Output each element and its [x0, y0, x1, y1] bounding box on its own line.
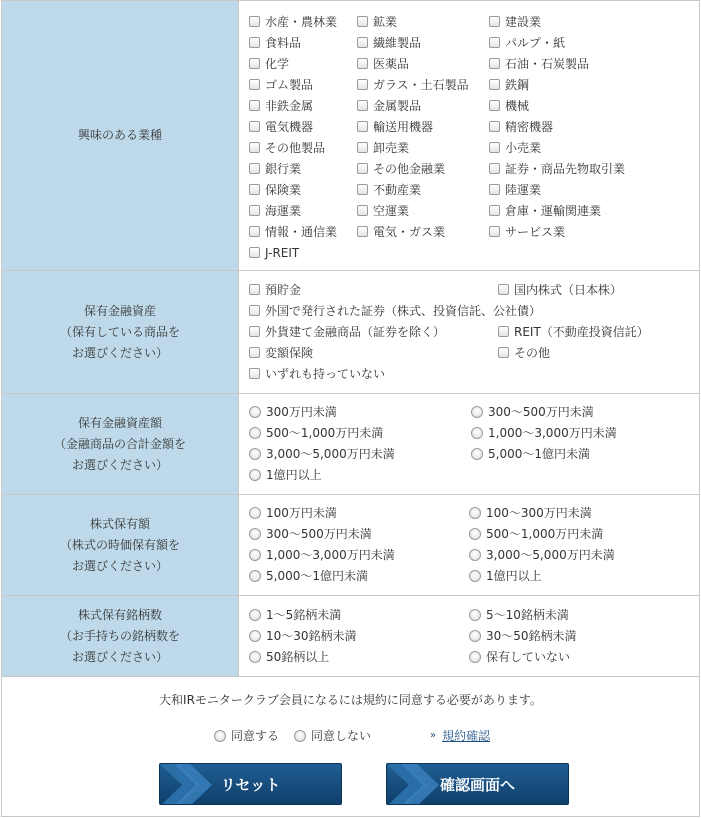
- checkbox-icon: [249, 347, 260, 358]
- industry-option[interactable]: 小売業: [489, 137, 541, 158]
- industry-option[interactable]: 電気機器: [249, 116, 313, 137]
- radio-icon: [249, 507, 261, 519]
- asset-amount-option[interactable]: 5,000～1億円未満: [471, 443, 590, 464]
- checkbox-icon: [249, 163, 260, 174]
- checkbox-icon: [249, 58, 260, 69]
- registration-form: [1, 0, 700, 817]
- radio-icon: [471, 427, 483, 439]
- checkbox-icon: [249, 305, 260, 316]
- stock-amount-options: [240, 495, 699, 595]
- industry-option[interactable]: 水産・農林業: [249, 11, 337, 32]
- industry-option[interactable]: 海運業: [249, 200, 301, 221]
- checkbox-icon: [357, 58, 368, 69]
- asset-amount-option[interactable]: 1,000～3,000万円未満: [471, 422, 617, 443]
- checkbox-icon: [357, 16, 368, 27]
- stock-amount-row: [2, 495, 699, 596]
- checkbox-icon: [249, 205, 260, 216]
- radio-icon: [214, 730, 226, 742]
- checkbox-icon: [249, 100, 260, 111]
- radio-icon: [469, 528, 481, 540]
- checkbox-icon: [249, 326, 260, 337]
- checkbox-icon: [357, 79, 368, 90]
- checkbox-icon: [249, 79, 260, 90]
- checkbox-icon: [249, 142, 260, 153]
- checkbox-icon: [357, 184, 368, 195]
- industry-option[interactable]: 保険業: [249, 179, 301, 200]
- stock-count-option[interactable]: 5～10銘柄未満: [469, 604, 569, 625]
- checkbox-icon: [357, 205, 368, 216]
- assets-option[interactable]: いずれも持っていない: [249, 363, 385, 384]
- radio-icon: [469, 570, 481, 582]
- industry-option[interactable]: 証券・商品先物取引業: [489, 158, 625, 179]
- asset-amount-option[interactable]: 300～500万円未満: [471, 401, 594, 422]
- stock-amount-option[interactable]: 300～500万円未満: [249, 523, 372, 544]
- stock-amount-option[interactable]: 100万円未満: [249, 502, 337, 523]
- checkbox-icon: [489, 100, 500, 111]
- checkbox-icon: [249, 368, 260, 379]
- assets-option[interactable]: 預貯金: [249, 279, 301, 300]
- double-arrow-icon: [387, 764, 447, 805]
- checkbox-icon: [249, 284, 260, 295]
- stock-count-options: [240, 596, 699, 676]
- industry-option[interactable]: ガラス・土石製品: [357, 74, 469, 95]
- checkbox-icon: [357, 142, 368, 153]
- terms-link[interactable]: » 規約確認: [430, 728, 491, 743]
- radio-icon: [249, 570, 261, 582]
- industry-option[interactable]: 鉱業: [357, 11, 397, 32]
- asset-amount-options: [240, 394, 699, 494]
- checkbox-icon: [489, 205, 500, 216]
- industry-option[interactable]: パルプ・紙: [489, 32, 565, 53]
- checkbox-icon: [498, 347, 509, 358]
- industry-options: [240, 1, 699, 270]
- radio-icon: [294, 730, 306, 742]
- double-chevron-icon: »: [430, 729, 437, 741]
- disagree-radio[interactable]: 同意しない: [294, 725, 371, 746]
- assets-row: [2, 271, 699, 394]
- stock-count-option[interactable]: 保有していない: [469, 646, 570, 667]
- checkbox-icon: [249, 226, 260, 237]
- stock-amount-option[interactable]: 1,000～3,000万円未満: [249, 544, 395, 565]
- checkbox-icon: [357, 226, 368, 237]
- assets-options: [240, 271, 699, 393]
- stock-amount-label: 株式保有額 （株式の時価保有額を お選びください）: [2, 495, 239, 595]
- stock-amount-option[interactable]: 5,000～1億円未満: [249, 565, 368, 586]
- checkbox-icon: [489, 184, 500, 195]
- double-arrow-icon: [160, 764, 220, 805]
- industry-option[interactable]: 不動産業: [357, 179, 421, 200]
- asset-amount-option[interactable]: 500～1,000万円未満: [249, 422, 383, 443]
- industry-option[interactable]: 食料品: [249, 32, 301, 53]
- stock-count-option[interactable]: 1～5銘柄未満: [249, 604, 341, 625]
- checkbox-icon: [489, 226, 500, 237]
- asset-amount-label: 保有金融資産額 （金融商品の合計金額を お選びください）: [2, 394, 239, 494]
- radio-icon: [469, 609, 481, 621]
- industry-option[interactable]: 石油・石炭製品: [489, 53, 589, 74]
- stock-amount-option[interactable]: 3,000～5,000万円未満: [469, 544, 615, 565]
- industry-option[interactable]: 建設業: [489, 11, 541, 32]
- checkbox-icon: [249, 184, 260, 195]
- checkbox-icon: [489, 79, 500, 90]
- radio-icon: [471, 406, 483, 418]
- radio-icon: [249, 651, 261, 663]
- radio-icon: [249, 427, 261, 439]
- confirm-button[interactable]: 確認画面へ: [386, 763, 569, 805]
- industry-option[interactable]: 鉄鋼: [489, 74, 529, 95]
- industry-option[interactable]: 卸売業: [357, 137, 409, 158]
- industry-option[interactable]: 電気・ガス業: [357, 221, 445, 242]
- agree-radio[interactable]: 同意する: [214, 725, 279, 746]
- checkbox-icon: [249, 247, 260, 258]
- assets-option[interactable]: REIT（不動産投資信託）: [498, 321, 649, 342]
- stock-count-option[interactable]: 30～50銘柄未満: [469, 625, 577, 646]
- checkbox-icon: [489, 163, 500, 174]
- radio-icon: [469, 630, 481, 642]
- industry-option[interactable]: 医薬品: [357, 53, 409, 74]
- asset-amount-row: [2, 394, 699, 495]
- asset-amount-option[interactable]: 300万円未満: [249, 401, 337, 422]
- radio-icon: [469, 549, 481, 561]
- checkbox-icon: [357, 100, 368, 111]
- assets-option[interactable]: 外国で発行された証券（株式、投資信託、公社債）: [249, 300, 541, 321]
- industry-option[interactable]: 情報・通信業: [249, 221, 337, 242]
- checkbox-icon: [489, 142, 500, 153]
- checkbox-icon: [489, 16, 500, 27]
- radio-icon: [249, 469, 261, 481]
- radio-icon: [469, 651, 481, 663]
- checkbox-icon: [489, 58, 500, 69]
- radio-icon: [249, 609, 261, 621]
- checkbox-icon: [357, 121, 368, 132]
- checkbox-icon: [249, 16, 260, 27]
- industry-option[interactable]: その他金融業: [357, 158, 445, 179]
- stock-amount-option[interactable]: 500～1,000万円未満: [469, 523, 603, 544]
- assets-option[interactable]: 国内株式（日本株）: [498, 279, 622, 300]
- industry-option[interactable]: 空運業: [357, 200, 409, 221]
- stock-amount-option[interactable]: 1億円以上: [469, 565, 542, 586]
- industry-option[interactable]: J-REIT: [249, 242, 299, 263]
- industry-row: [2, 1, 699, 271]
- assets-option[interactable]: 変額保険: [249, 342, 313, 363]
- industry-option[interactable]: 機械: [489, 95, 529, 116]
- industry-option[interactable]: 繊維製品: [357, 32, 421, 53]
- industry-option[interactable]: 非鉄金属: [249, 95, 313, 116]
- checkbox-icon: [498, 284, 509, 295]
- industry-option[interactable]: ゴム製品: [249, 74, 313, 95]
- checkbox-icon: [489, 121, 500, 132]
- industry-option[interactable]: 銀行業: [249, 158, 301, 179]
- checkbox-icon: [489, 37, 500, 48]
- reset-button[interactable]: リセット: [159, 763, 342, 805]
- industry-label: 興味のある業種: [2, 1, 239, 270]
- radio-icon: [249, 406, 261, 418]
- stock-count-option[interactable]: 50銘柄以上: [249, 646, 329, 667]
- assets-option[interactable]: その他: [498, 342, 550, 363]
- industry-option[interactable]: サービス業: [489, 221, 565, 242]
- industry-option[interactable]: 精密機器: [489, 116, 553, 137]
- agreement-notice: 大和IRモニタークラブ会員になるには規約に同意する必要があります。: [159, 693, 542, 707]
- stock-count-option[interactable]: 10～30銘柄未満: [249, 625, 357, 646]
- checkbox-icon: [498, 326, 509, 337]
- radio-icon: [249, 448, 261, 460]
- radio-icon: [249, 549, 261, 561]
- radio-icon: [469, 507, 481, 519]
- industry-option[interactable]: 陸運業: [489, 179, 541, 200]
- stock-amount-option[interactable]: 100～300万円未満: [469, 502, 592, 523]
- asset-amount-option[interactable]: 1億円以上: [249, 464, 322, 485]
- stock-count-row: [2, 596, 699, 677]
- radio-icon: [471, 448, 483, 460]
- radio-icon: [249, 528, 261, 540]
- checkbox-icon: [357, 163, 368, 174]
- asset-amount-option[interactable]: 3,000～5,000万円未満: [249, 443, 395, 464]
- radio-icon: [249, 630, 261, 642]
- checkbox-icon: [249, 121, 260, 132]
- checkbox-icon: [357, 37, 368, 48]
- industry-option[interactable]: 化学: [249, 53, 289, 74]
- industry-option[interactable]: 倉庫・運輸関連業: [489, 200, 601, 221]
- agreement-section: [2, 677, 699, 817]
- industry-option[interactable]: 金属製品: [357, 95, 421, 116]
- stock-count-label: 株式保有銘柄数 （お手持ちの銘柄数を お選びください）: [2, 596, 239, 676]
- industry-option[interactable]: 輸送用機器: [357, 116, 433, 137]
- industry-option[interactable]: その他製品: [249, 137, 325, 158]
- assets-label: 保有金融資産 （保有している商品を お選びください）: [2, 271, 239, 393]
- assets-option[interactable]: 外貨建て金融商品（証券を除く）: [249, 321, 445, 342]
- checkbox-icon: [249, 37, 260, 48]
